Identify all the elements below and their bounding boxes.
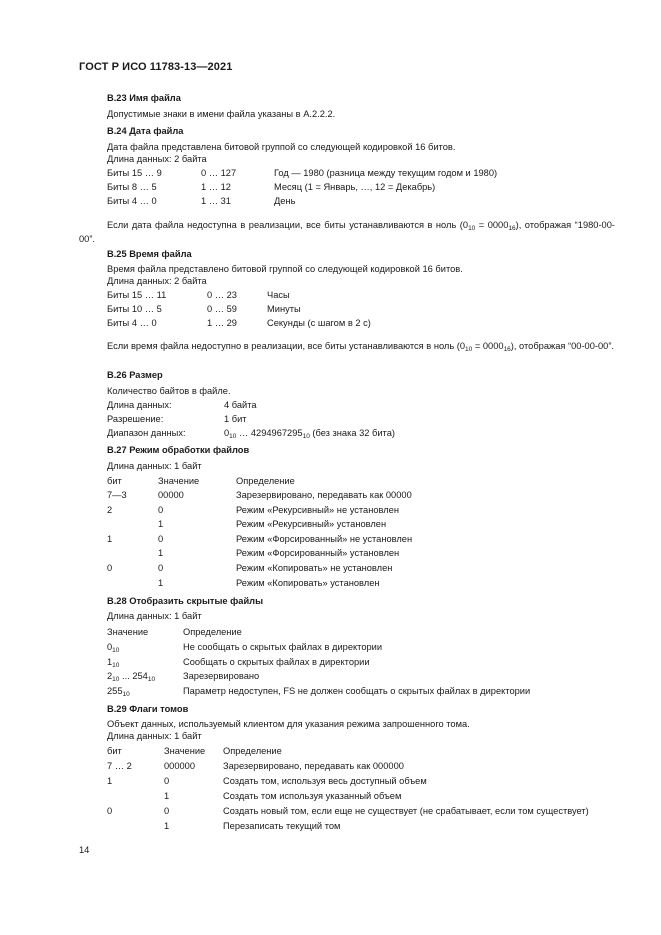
section-b29-intro: Объект данных, используемый клиентом для указания режима запрошенного тома.: [107, 719, 470, 729]
table-cell-bit: 1: [107, 776, 113, 786]
table-cell-definition: Параметр недоступен, FS не должен сообщать о скрытых файлах в директории: [183, 686, 531, 696]
table-cell-desc: День: [274, 196, 296, 206]
column-header-definition: Определение: [236, 476, 295, 486]
table-cell-bits: Биты 10 … 5: [107, 304, 162, 314]
table-cell-bits: Биты 4 … 0: [107, 318, 157, 328]
table-cell-value: $255_{10}$: [107, 686, 130, 698]
table-cell-bit: 7—3: [107, 490, 127, 500]
section-b24-length: Длина данных: 2 байта: [107, 154, 207, 164]
table-cell-value: 1: [158, 548, 164, 558]
table-cell-definition: Сообщать о скрытых файлах в директории: [183, 657, 370, 667]
table-cell-definition: Зарезервировано, передавать как 00000: [236, 490, 412, 500]
section-b27-title: B.27 Режим обработки файлов: [107, 445, 250, 455]
table-cell-definition: Режим «Форсированный» установлен: [236, 548, 400, 558]
table-cell-definition: Режим «Рекурсивный» установлен: [236, 519, 387, 529]
section-b26-intro: Количество байтов в файле.: [107, 386, 231, 396]
data-length-value: 4 байта: [224, 400, 257, 410]
table-cell-definition: Зарезервировано: [183, 671, 260, 681]
table-cell-bits: Биты 15 … 11: [107, 290, 167, 300]
column-header-bit: бит: [107, 746, 122, 756]
section-b23-title: B.23 Имя файла: [107, 93, 181, 103]
table-cell-value: $1_{10}$: [107, 657, 120, 669]
table-cell-value: 00000: [158, 490, 184, 500]
table-cell-bits: Биты 15 … 9: [107, 168, 162, 178]
column-header-bit: бит: [107, 476, 122, 486]
table-cell-bit: 1: [107, 534, 113, 544]
table-cell-value: 1: [164, 821, 170, 831]
table-cell-desc: Год — 1980 (разница между текущим годом и 1980): [274, 168, 498, 178]
table-cell-definition: Создать том используя указанный объем: [223, 791, 402, 801]
section-b28-length: Длина данных: 1 байт: [107, 611, 202, 621]
table-cell-definition: Зарезервировано, передавать как 000000: [223, 761, 404, 771]
table-cell-value: $0_{10}$: [107, 642, 120, 654]
table-cell-value: 0: [158, 563, 164, 573]
table-cell-range: 0 … 127: [201, 168, 237, 178]
section-b25-note: Если время файла недоступно в реализации, все биты устанавливаются в ноль $(0_{10} = 0000_{16})$, отображая “00-00-00”.: [107, 341, 615, 353]
data-length-label: Длина данных:: [107, 400, 172, 410]
table-cell-bit: 0: [107, 806, 113, 816]
table-cell-desc: Секунды (с шагом в 2 с): [267, 318, 371, 328]
table-cell-definition: Режим «Копировать» не установлен: [236, 563, 393, 573]
section-b29-length: Длина данных: 1 байт: [107, 731, 202, 741]
table-cell-definition: Режим «Рекурсивный» не установлен: [236, 505, 399, 515]
column-header-definition: Определение: [223, 746, 282, 756]
column-header-definition: Определение: [183, 627, 242, 637]
section-b24-title: B.24 Дата файла: [107, 126, 184, 136]
table-cell-bit: 7 … 2: [107, 761, 132, 771]
table-cell-definition: Создать новый том, если еще не существует (не срабатывает, если том существует): [223, 806, 589, 816]
table-cell-range: 1 … 29: [207, 318, 237, 328]
table-cell-value: 1: [158, 578, 164, 588]
section-b28-title: B.28 Отобразить скрытые файлы: [107, 596, 264, 606]
table-cell-definition: Создать том, используя весь доступный объем: [223, 776, 427, 786]
data-range-value: $0_{10}$ … $4294967295_{10}$ (без знака 32 бита): [224, 428, 395, 440]
table-cell-definition: Режим «Копировать» установлен: [236, 578, 380, 588]
page-number: 14: [79, 845, 90, 855]
table-cell-value: $2_{10}$ ... $254_{10}$: [107, 671, 156, 683]
table-cell-value: 0: [164, 806, 170, 816]
section-b24-intro: Дата файла представлена битовой группой со следующей кодировкой 16 битов.: [107, 142, 456, 152]
table-cell-definition: Режим «Форсированный» не установлен: [236, 534, 413, 544]
table-cell-range: 0 … 23: [207, 290, 237, 300]
table-cell-value: 0: [164, 776, 170, 786]
table-cell-definition: Перезаписать текущий том: [223, 821, 341, 831]
column-header-value: Значение: [107, 627, 149, 637]
table-cell-definition: Не сообщать о скрытых файлах в директории: [183, 642, 383, 652]
table-cell-desc: Минуты: [267, 304, 301, 314]
column-header-value: Значение: [158, 476, 200, 486]
section-b29-title: B.29 Флаги томов: [107, 704, 189, 714]
table-cell-range: 1 … 12: [201, 182, 231, 192]
resolution-value: 1 бит: [224, 414, 247, 424]
table-cell-desc: Месяц (1 = Январь, …, 12 = Декабрь): [274, 182, 436, 192]
table-cell-bits: Биты 4 … 0: [107, 196, 157, 206]
resolution-label: Разрешение:: [107, 414, 164, 424]
table-cell-bits: Биты 8 … 5: [107, 182, 157, 192]
table-cell-bit: 0: [107, 563, 113, 573]
table-cell-value: 0: [158, 534, 164, 544]
section-b25-intro: Время файла представлено битовой группой со следующей кодировкой 16 битов.: [107, 264, 463, 274]
table-cell-value: 1: [164, 791, 170, 801]
table-cell-range: 1 … 31: [201, 196, 231, 206]
table-cell-value: 0: [158, 505, 164, 515]
table-cell-bit: 2: [107, 505, 113, 515]
table-cell-value: 000000: [164, 761, 196, 771]
section-b25-title: B.25 Время файла: [107, 249, 192, 259]
section-b24-note: Если дата файла недоступна в реализации, все биты устанавливаются в ноль $(0_{10} = 0000_{16})$, отображая “1980-00-00”.: [79, 220, 615, 244]
section-b23-text: Допустимые знаки в имени файла указаны в А.2.2.2.: [107, 109, 336, 119]
data-range-label: Диапазон данных:: [107, 428, 186, 438]
table-cell-value: 1: [158, 519, 164, 529]
section-b27-length: Длина данных: 1 байт: [107, 461, 202, 471]
section-b25-length: Длина данных: 2 байта: [107, 276, 207, 286]
document-header: ГОСТ Р ИСО 11783-13—2021: [79, 61, 233, 73]
column-header-value: Значение: [164, 746, 206, 756]
table-cell-range: 0 … 59: [207, 304, 237, 314]
section-b26-title: B.26 Размер: [107, 370, 163, 380]
table-cell-desc: Часы: [267, 290, 290, 300]
